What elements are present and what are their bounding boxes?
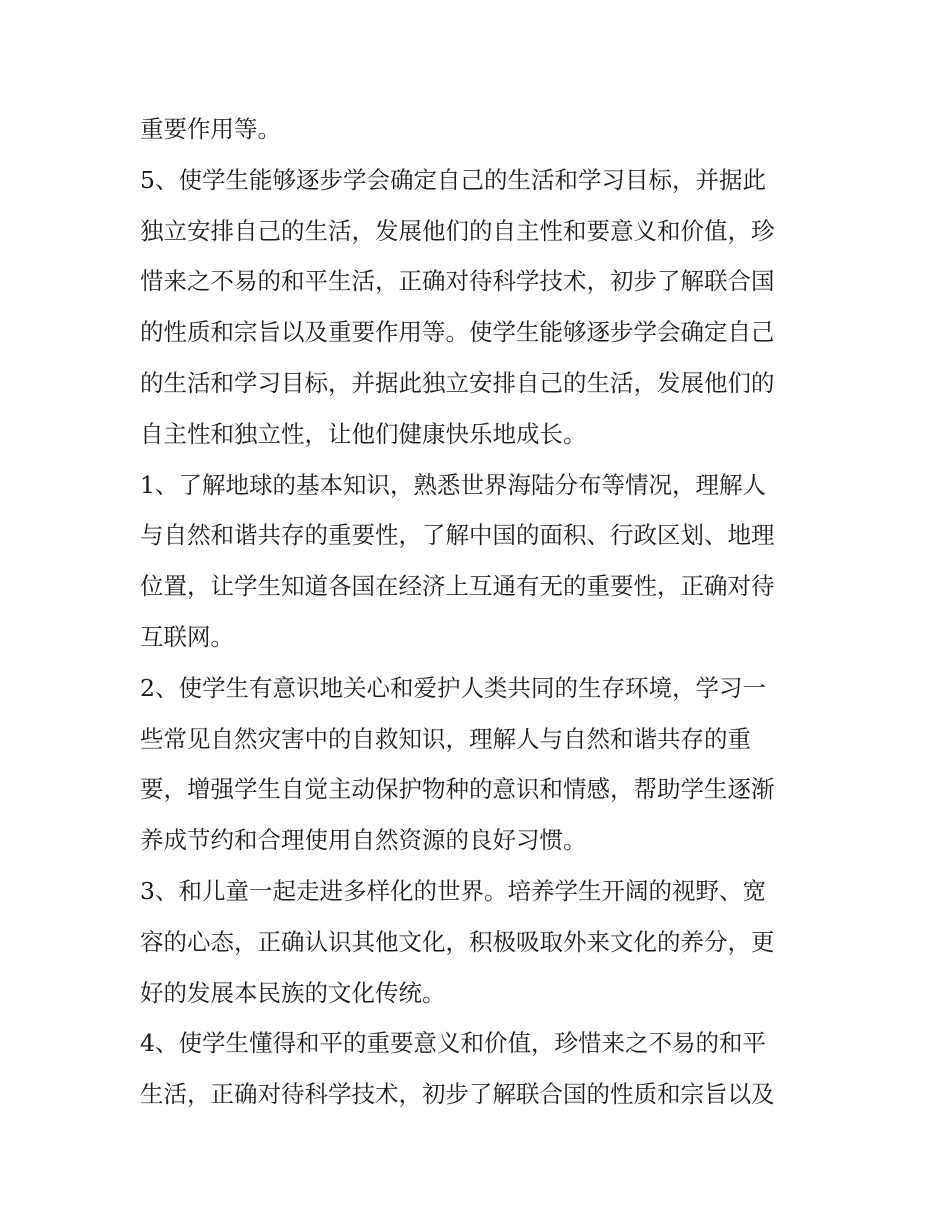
text-line: 互联网。 [140, 622, 234, 651]
text-line: 3、和儿童一起走进多样化的世界。培养学生开阔的视野、宽 [140, 876, 766, 905]
text-line: 4、使学生懂得和平的重要意义和价值，珍惜来之不易的和平 [140, 1029, 766, 1058]
text-line: 自主性和独立性，让他们健康快乐地成长。 [140, 419, 587, 448]
text-line: 位置，让学生知道各国在经济上互通有无的重要性，正确对待 [140, 572, 775, 601]
text-line: 的性质和宗旨以及重要作用等。使学生能够逐步学会确定自己 [140, 318, 775, 347]
text-line: 好的发展本民族的文化传统。 [140, 978, 446, 1007]
text-line: 独立安排自己的生活，发展他们的自主性和要意义和价值，珍 [140, 216, 775, 245]
text-line: 5、使学生能够逐步学会确定自己的生活和学习目标，并据此 [140, 165, 766, 194]
text-line: 些常见自然灾害中的自救知识，理解人与自然和谐共存的重 [140, 724, 751, 753]
text-line: 2、使学生有意识地关心和爱护人类共同的生存环境，学习一 [140, 673, 766, 702]
text-line: 要，增强学生自觉主动保护物种的意识和情感，帮助学生逐渐 [140, 775, 775, 804]
text-line: 1、了解地球的基本知识，熟悉世界海陆分布等情况，理解人 [140, 470, 766, 499]
text-line: 重要作用等。 [140, 115, 281, 143]
document-body [140, 104, 820, 1120]
text-line: 生活，正确对待科学技术，初步了解联合国的性质和宗旨以及 [140, 1080, 775, 1109]
text-line: 惜来之不易的和平生活，正确对待科学技术，初步了解联合国 [140, 267, 775, 296]
text-line: 与自然和谐共存的重要性，了解中国的面积、行政区划、地理 [140, 521, 775, 550]
text-line: 容的心态，正确认识其他文化，积极吸取外来文化的养分，更 [140, 927, 775, 956]
text-line: 的生活和学习目标，并据此独立安排自己的生活，发展他们的 [140, 368, 775, 397]
text-line: 养成节约和合理使用自然资源的良好习惯。 [140, 826, 587, 855]
